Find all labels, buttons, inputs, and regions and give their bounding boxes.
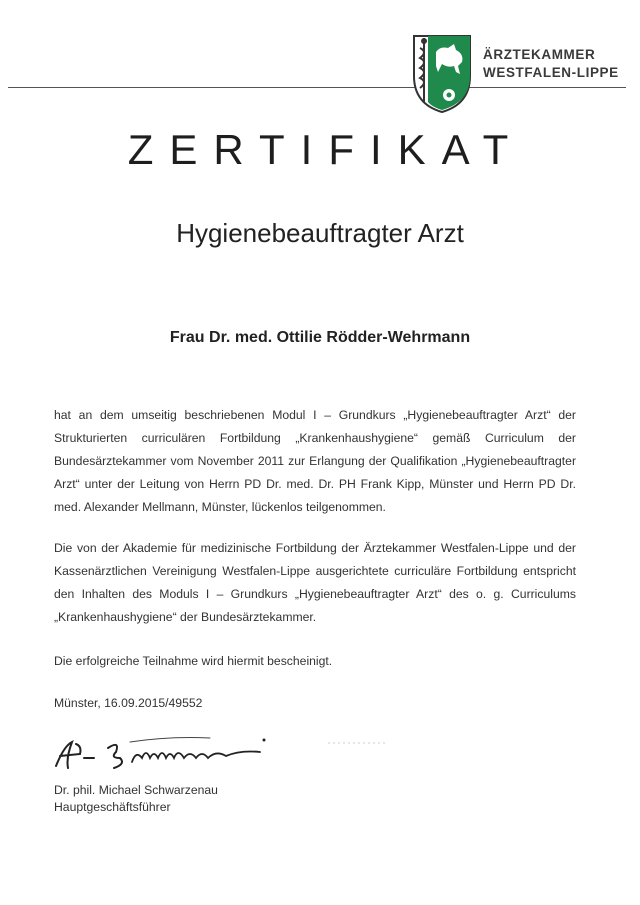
signer-block: [54, 782, 218, 816]
organization-line2: WESTFALEN-LIPPE: [483, 65, 619, 80]
signer-name: Dr. phil. Michael Schwarzenau: [54, 783, 218, 797]
certificate-subtitle: Hygienebeauftragter Arzt: [176, 218, 464, 248]
organization-name: [483, 46, 619, 82]
faint-mark: [328, 738, 388, 748]
body-paragraph-3: Die erfolgreiche Teilnahme wird hiermit bescheinigt.: [54, 654, 333, 668]
recipient-name: Frau Dr. med. Ottilie Rödder-Wehrmann: [169, 329, 471, 346]
signature-image: [50, 728, 280, 778]
body-paragraph-1: hat an dem umseitig beschriebenen Modul I – Grundkurs „Hygienebeauftragter Arzt“ der Strukturierten curriculären Fortbildung „Krankenhaushygiene“ gemäß Curriculum der Bundesärztekammer vom November 2011 zur Erlangung der Qualifikation „Hygienebeauftragter Arzt“ unter der Leitung von Herrn PD Dr. med. Dr. PH Frank Kipp, Münster und Herrn PD Dr. med. Alexander Mellmann, Münster, lückenlos teilgenommen.: [54, 408, 576, 514]
place-date: Münster, 16.09.2015/49552: [54, 696, 203, 710]
signer-title: Hauptgeschäftsführer: [54, 800, 171, 814]
certificate-title: ZERTIFIKAT: [127, 126, 525, 173]
organization-line1: ÄRZTEKAMMER: [483, 47, 596, 62]
body-paragraph-2: Die von der Akademie für medizinische Fortbildung der Ärztekammer Westfalen-Lippe und der Kassenärztlichen Vereinigung Westfalen-Lippe ausgerichtete curriculäre Fortbildung entspricht den Inhalten des Moduls I – Grundkurs „Hygienebeauftragter Arzt“ des o. g. Curriculums „Krankenhaushygiene“ der Bundesärztekammer.: [54, 541, 576, 624]
header-divider: [8, 87, 626, 88]
horse-caduceus-logo-icon: [410, 32, 474, 114]
